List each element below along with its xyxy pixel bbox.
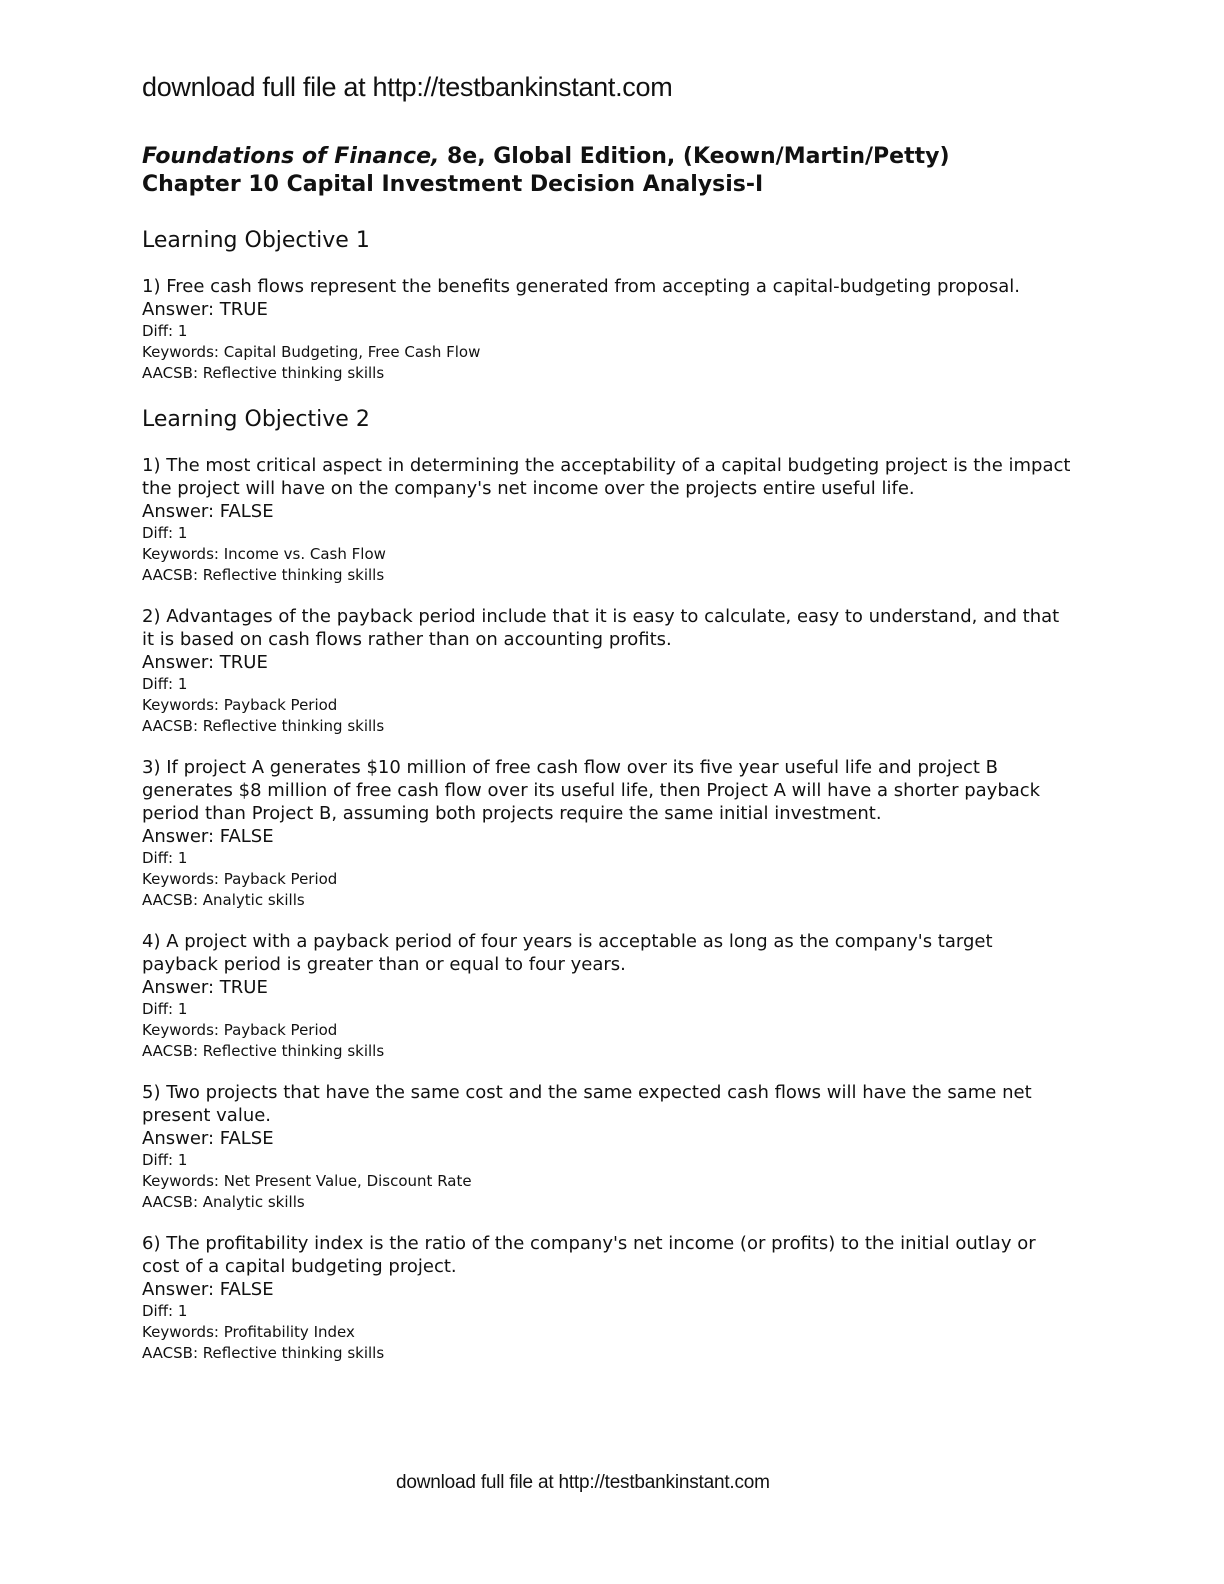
question-keywords: Keywords: Net Present Value, Discount Rate <box>142 1172 472 1190</box>
book-title: Foundations of Finance, <box>142 144 440 169</box>
question-item <box>142 1232 1072 1364</box>
question-diff: Diff: 1 <box>142 849 188 867</box>
question-text: 3) If project A generates $10 million of free cash flow over its five year useful life and project B generates $8 million of free cash flow over its useful life, then Project A will have a shorter payback period than Project B, assuming both projects require the same initial investment. <box>142 757 1041 824</box>
question-aacsb: AACSB: Reflective thinking skills <box>142 1042 385 1060</box>
question-item <box>142 1081 1072 1213</box>
question-aacsb: AACSB: Analytic skills <box>142 1193 305 1211</box>
question-diff: Diff: 1 <box>142 524 188 542</box>
question-keywords: Keywords: Income vs. Cash Flow <box>142 545 386 563</box>
question-item <box>142 454 1072 586</box>
question-text: 5) Two projects that have the same cost and the same expected cash flows will have the same net present value. <box>142 1082 1032 1126</box>
question-diff: Diff: 1 <box>142 1000 188 1018</box>
question-aacsb: AACSB: Reflective thinking skills <box>142 717 385 735</box>
question-item <box>142 275 1072 384</box>
section-heading: Learning Objective 1 <box>142 228 370 253</box>
question-aacsb: AACSB: Reflective thinking skills <box>142 364 385 382</box>
question-item <box>142 930 1072 1062</box>
question-keywords: Keywords: Profitability Index <box>142 1323 355 1341</box>
question-aacsb: AACSB: Analytic skills <box>142 891 305 909</box>
question-text: 1) The most critical aspect in determining the acceptability of a capital budgeting project is the impact the project will have on the company's net income over the projects entire useful life. <box>142 455 1071 499</box>
question-text: 4) A project with a payback period of four years is acceptable as long as the company's target payback period is greater than or equal to four years. <box>142 931 993 975</box>
question-answer: Answer: FALSE <box>142 1128 274 1149</box>
question-answer: Answer: TRUE <box>142 977 268 998</box>
question-diff: Diff: 1 <box>142 1302 188 1320</box>
question-diff: Diff: 1 <box>142 675 188 693</box>
question-keywords: Keywords: Payback Period <box>142 696 338 714</box>
question-answer: Answer: TRUE <box>142 652 268 673</box>
question-keywords: Keywords: Payback Period <box>142 870 338 888</box>
question-answer: Answer: FALSE <box>142 826 274 847</box>
question-answer: Answer: FALSE <box>142 501 274 522</box>
question-aacsb: AACSB: Reflective thinking skills <box>142 566 385 584</box>
question-keywords: Keywords: Payback Period <box>142 1021 338 1039</box>
question-keywords: Keywords: Capital Budgeting, Free Cash Flow <box>142 343 481 361</box>
book-title-line <box>142 143 950 171</box>
question-diff: Diff: 1 <box>142 322 188 340</box>
document-body <box>142 222 1072 1383</box>
question-text: 2) Advantages of the payback period include that it is easy to calculate, easy to understand, and that it is based on cash flows rather than on accounting profits. <box>142 606 1060 650</box>
question-answer: Answer: FALSE <box>142 1279 274 1300</box>
question-text: 6) The profitability index is the ratio of the company's net income (or profits) to the initial outlay or cost of a capital budgeting project. <box>142 1233 1036 1277</box>
question-answer: Answer: TRUE <box>142 299 268 320</box>
document-title <box>142 143 950 199</box>
footer-download-link[interactable]: download full file at http://testbankinstant.com <box>396 1472 770 1493</box>
question-aacsb: AACSB: Reflective thinking skills <box>142 1344 385 1362</box>
question-item <box>142 756 1072 911</box>
header-download-link[interactable]: download full file at http://testbankinstant.com <box>142 72 673 102</box>
question-item <box>142 605 1072 737</box>
section-heading: Learning Objective 2 <box>142 407 370 432</box>
chapter-title: Chapter 10 Capital Investment Decision Analysis-I <box>142 172 764 197</box>
question-text: 1) Free cash flows represent the benefits generated from accepting a capital-budgeting proposal. <box>142 276 1021 297</box>
question-diff: Diff: 1 <box>142 1151 188 1169</box>
book-edition: 8e, Global Edition, (Keown/Martin/Petty) <box>439 144 950 169</box>
